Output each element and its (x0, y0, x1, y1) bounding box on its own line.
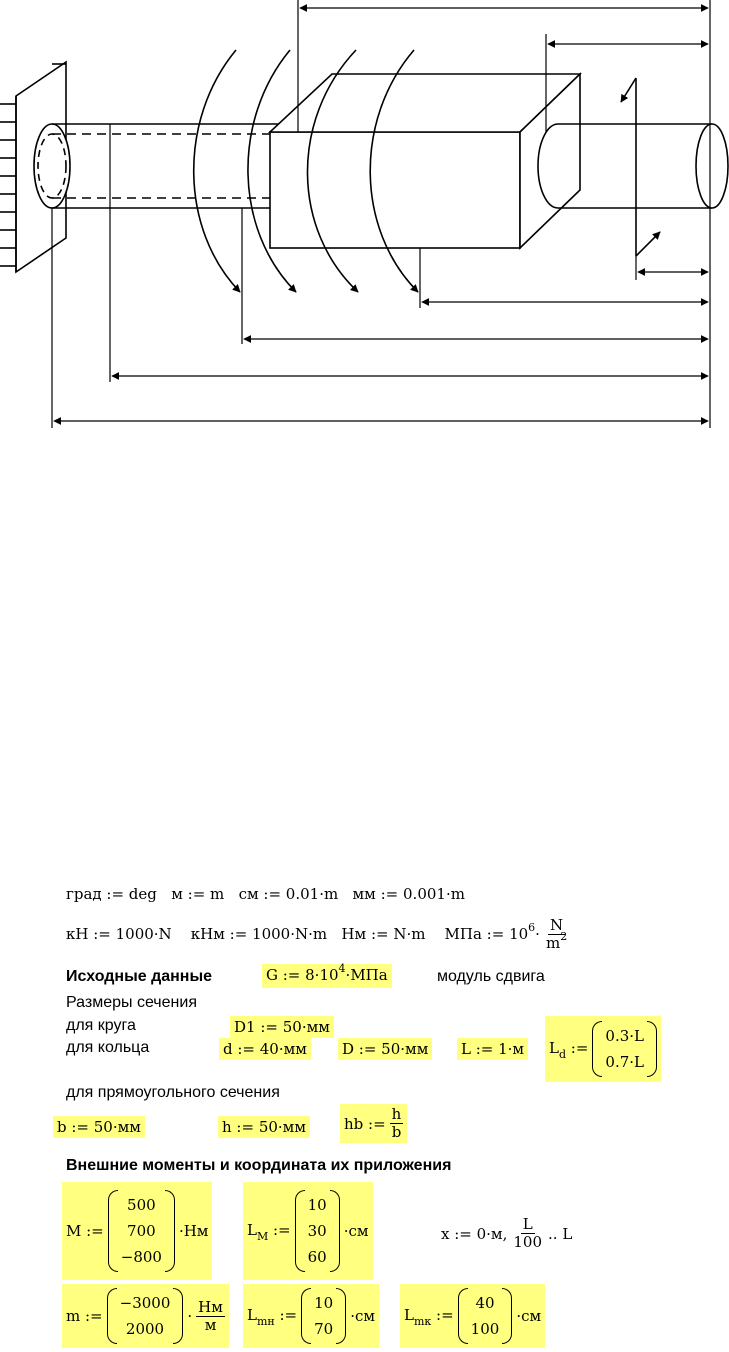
distributed-m-value: −3000 (119, 1294, 171, 1312)
lm-matrix (295, 1190, 340, 1272)
lmk-vector: $L_{mк}$ := 40 100 ·см (400, 1284, 545, 1348)
shear-modulus-comment: модуль сдвига (437, 968, 545, 985)
m-value: −800 (120, 1248, 162, 1266)
m-matrix (108, 1190, 175, 1272)
m-value: 700 (127, 1222, 156, 1240)
unit-mm: мм := 0.001·m (352, 885, 465, 903)
units-row-1 (66, 885, 465, 903)
units-row-2 (66, 917, 569, 953)
distributed-m-vector: m := −3000 2000 · $\frac{Нм}{м}$ (62, 1284, 229, 1348)
initial-data-heading: Исходные данные (66, 968, 213, 985)
lmn-matrix (301, 1288, 346, 1344)
section-sizes-label: Размеры сечения (66, 994, 197, 1011)
lmk-value: 40 (475, 1294, 495, 1312)
distributed-m-value: 2000 (125, 1320, 165, 1338)
lm-value: 10 (307, 1196, 327, 1214)
ld-value: 0.7·L (605, 1053, 644, 1071)
ring-label: для кольца (66, 1039, 150, 1056)
unit-mpa: МПа := $10^6\cdot$ $\frac{N}{m^2}$ (444, 916, 568, 952)
lmk-value: 100 (470, 1320, 500, 1338)
lm-vector: $L_M$ := 10 30 60 ·см (243, 1182, 373, 1280)
rect-section-label: для прямоугольного сечения (66, 1084, 280, 1101)
moments-heading: Внешние моменты и координата их приложения (66, 1157, 452, 1174)
unit-grad: град := deg (66, 885, 157, 903)
ld-vector: $L_d$ := 0.3·L 0.7·L (545, 1016, 661, 1082)
mpa-fraction: $\frac{N}{m^2}$ (545, 916, 568, 952)
m-vector: M := 500 700 −800 ·Нм (62, 1182, 212, 1280)
unit-kn: кН := 1000·N (66, 925, 172, 943)
circle-label: для круга (66, 1017, 136, 1034)
lm-value: 30 (307, 1222, 327, 1240)
rect-b: b := 50·мм (53, 1116, 145, 1138)
unit-m: м := m (171, 885, 225, 903)
m-value: 500 (127, 1196, 156, 1214)
shaft-length-l: L := 1·м (457, 1038, 528, 1060)
lmn-value: 10 (314, 1294, 334, 1312)
distributed-m-matrix (107, 1288, 184, 1344)
hb-ratio: hb := $\frac{h}{b}$ (340, 1104, 407, 1143)
shear-modulus-g: G := $8\cdot 10^4\cdot МПа$ (262, 964, 392, 988)
lmn-vector: $L_{mн}$ := 10 70 ·см (243, 1284, 379, 1348)
unit-nm: Нм := N·m (341, 925, 426, 943)
unit-knm: кНм := 1000·N·m (190, 925, 328, 943)
lmk-matrix (458, 1288, 513, 1344)
x-range: x := 0·м, $\frac{L}{100}$ .. L (441, 1215, 573, 1251)
unit-cm: см := 0.01·m (238, 885, 339, 903)
lmn-value: 70 (314, 1320, 334, 1338)
circle-d1: D1 := 50·мм (230, 1016, 334, 1038)
ld-matrix (592, 1021, 657, 1077)
rect-h: h := 50·мм (218, 1116, 310, 1138)
ring-inner-d: d := 40·мм (219, 1038, 311, 1060)
ring-outer-d: D := 50·мм (338, 1038, 432, 1060)
ld-value: 0.3·L (605, 1027, 644, 1045)
lm-value: 60 (307, 1248, 327, 1266)
